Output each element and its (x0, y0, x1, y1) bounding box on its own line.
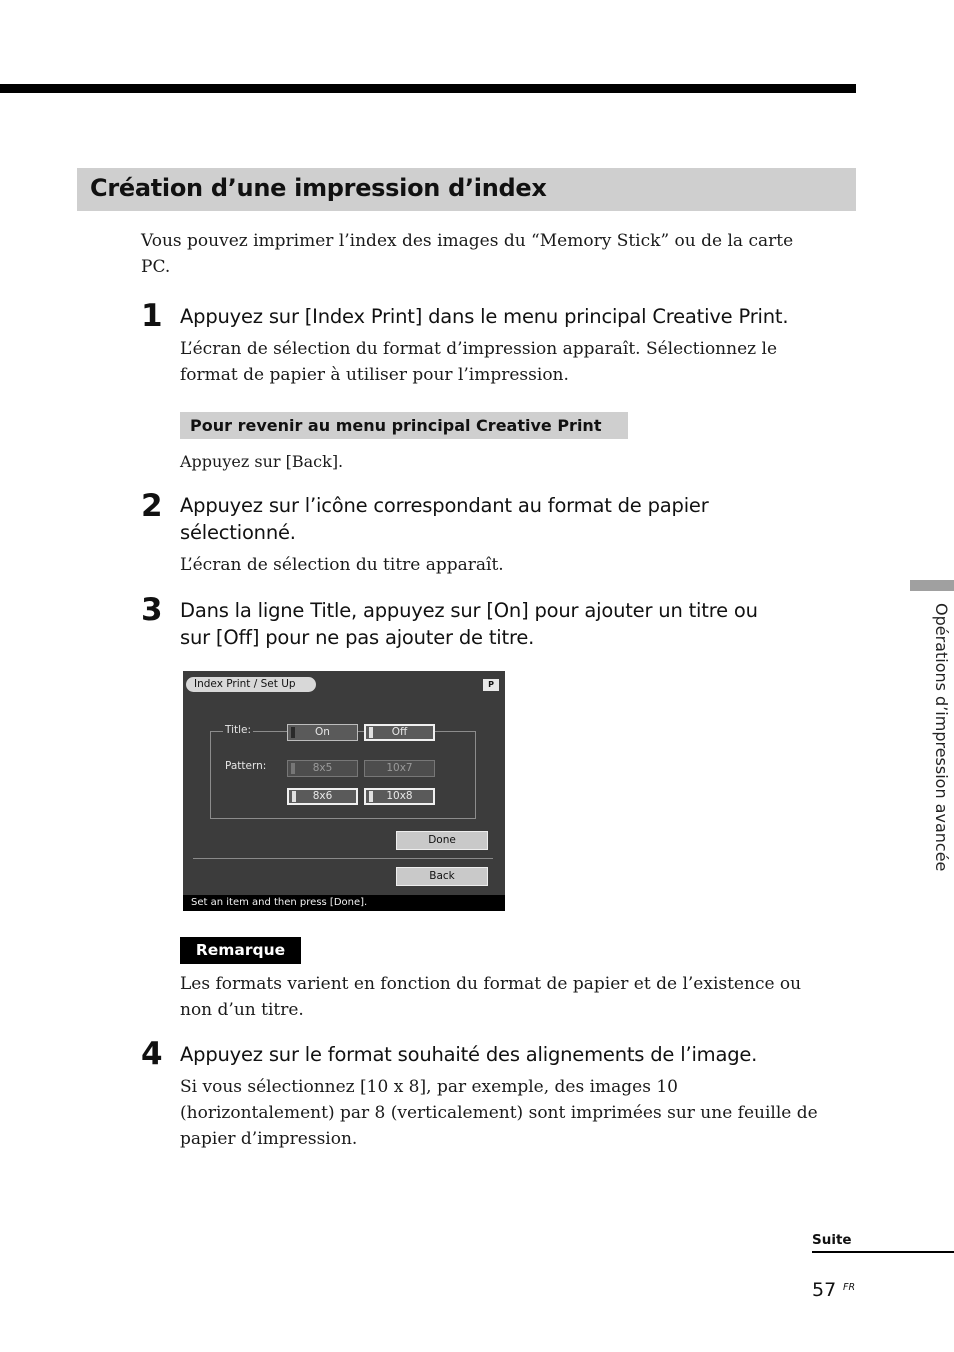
screen-p-badge: P (483, 679, 499, 691)
step-2-heading-line-1: Appuyez sur l’icône correspondant au format de papier (180, 494, 709, 517)
pattern-8x6-label: 8x6 (312, 790, 333, 802)
step-4-number: 4 (141, 1036, 163, 1072)
step-2-body: L’écran de sélection du titre apparaît. (180, 555, 504, 575)
title-off-button[interactable] (364, 724, 435, 741)
pattern-label: Pattern: (225, 760, 267, 772)
title-on-label: On (315, 726, 330, 738)
step-3-heading-line-1: Dans la ligne Title, appuyez sur [On] pour ajouter un titre ou (180, 599, 758, 622)
step-4-body-line-2: (horizontalement) par 8 (verticalement) sont imprimées sur une feuille de (180, 1103, 818, 1123)
screen-divider (193, 858, 493, 859)
indicator-icon (369, 791, 373, 802)
indicator-icon (291, 727, 295, 738)
back-button[interactable]: Back (396, 867, 488, 886)
indicator-icon (292, 791, 296, 802)
step-1-number: 1 (141, 298, 163, 334)
pattern-10x7-label: 10x7 (386, 762, 413, 774)
step-3-heading-line-2: sur [Off] pour ne pas ajouter de titre. (180, 626, 535, 649)
step-2-heading-line-2: sélectionné. (180, 521, 296, 544)
intro-line-2: PC. (141, 257, 171, 277)
done-button[interactable]: Done (396, 831, 488, 850)
indicator-icon (369, 727, 373, 738)
status-bar: Set an item and then press [Done]. (183, 895, 505, 911)
title-label: Title: (225, 724, 252, 736)
index-print-setup-screen (183, 671, 505, 911)
pattern-8x6-button[interactable] (287, 788, 358, 805)
section-title: Création d’une impression d’index (90, 174, 547, 202)
intro-line-1: Vous pouvez imprimer l’index des images du “Memory Stick” ou de la carte (141, 231, 794, 251)
title-off-label: Off (391, 726, 408, 738)
pattern-10x8-button[interactable] (364, 788, 435, 805)
side-chapter-label: Opérations d’impression avancée (932, 603, 951, 872)
title-on-button[interactable] (287, 724, 358, 741)
side-tab-marker (910, 580, 954, 591)
subsection-title: Pour revenir au menu principal Creative Print (190, 416, 602, 435)
note-line-2: non d’un titre. (180, 1000, 304, 1020)
step-2-number: 2 (141, 488, 163, 524)
note-badge: Remarque (180, 937, 301, 964)
screen-title: Index Print / Set Up (186, 677, 316, 692)
step-1-body-line-2: format de papier à utiliser pour l’impression. (180, 365, 569, 385)
step-1-body-line-1: L’écran de sélection du format d’impression apparaît. Sélectionnez le (180, 339, 778, 359)
indicator-icon (291, 763, 295, 774)
step-4-body-line-1: Si vous sélectionnez [10 x 8], par exemple, des images 10 (180, 1077, 678, 1097)
step-4-body-line-3: papier d’impression. (180, 1129, 358, 1149)
pattern-8x5-button[interactable] (287, 760, 358, 777)
note-line-1: Les formats varient en fonction du format de papier et de l’existence ou (180, 974, 802, 994)
step-1-heading: Appuyez sur [Index Print] dans le menu principal Creative Print. (180, 305, 789, 328)
page-language: FR (843, 1282, 856, 1293)
continue-label: Suite (812, 1232, 852, 1248)
top-rule (0, 84, 856, 93)
pattern-8x5-label: 8x5 (312, 762, 333, 774)
step-3-number: 3 (141, 592, 163, 628)
pattern-10x8-label: 10x8 (386, 790, 413, 802)
pattern-10x7-button[interactable] (364, 760, 435, 777)
subsection-text: Appuyez sur [Back]. (180, 452, 344, 471)
step-4-heading: Appuyez sur le format souhaité des alignements de l’image. (180, 1043, 758, 1066)
continue-rule (812, 1251, 954, 1253)
page-number: 57 (812, 1279, 837, 1301)
